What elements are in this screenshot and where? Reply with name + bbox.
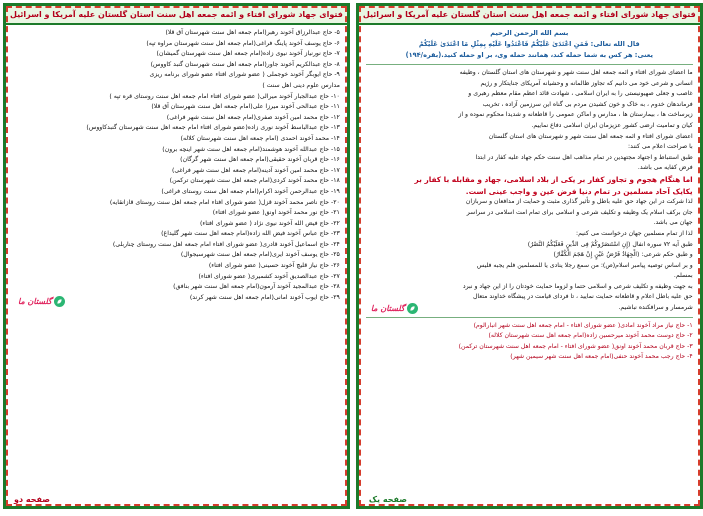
jihad-ruling <box>366 174 693 197</box>
text-line: فرماندهان خدوم ، به خاک و خون کشیدن مردم بی گناه این سرزمین آزاده ، تخریب <box>482 100 693 108</box>
signer-line: ۸- حاج عبدالکریم آخوند جاور(امام جمعه اهل سنت شهرستان گنبد کاووس) <box>150 60 340 68</box>
signer-line: ۲۴- حاج اسماعیل آخوند قادری( عضو شورای افتاء امام جمعه اهل سنت روستای چناربلی) <box>112 240 340 248</box>
divider <box>366 64 693 65</box>
text-line: و طبق حکم شرعی: (الْجِهَادُ فَرْضُ عَیْنٍ إِنْ هَجَمَ الْکُفَّارُ) <box>553 251 693 259</box>
signer-line: ۱۲- حاج محمد امین آخوند صفری(امام جمعه اهل سنت شهر فراغی) <box>166 113 340 121</box>
signer-line: ۱۱- حاج عبدالحی آخوند میرزا علی(امام جمعه اهل سنت شهرستان آق قلا) <box>151 103 340 111</box>
signer-line: ۱۷- حاج محمد امین آخوند آدینه(امام جمعه اهل سنت شهر فراغی) <box>172 166 340 174</box>
text-line: جهان می باشد. <box>653 219 693 227</box>
page-two-label: صفحه دو <box>14 495 50 504</box>
text-line: اعضای شورای افتاء و ائمه جمعه اهل سنت شهر و شهرستان های استان گلستان <box>488 132 693 140</box>
text-line: زیرساخت ها ، بیمارستان ها ، مدارس و اماکن عمومی را قاطعانه و شدیدا محکوم نموده و از <box>458 111 693 119</box>
text-line: لذا شرکت در این جهاد حق علیه باطل و تأثیر گذاری مثبت و حمایت از مدافعان و سربازان <box>465 198 693 206</box>
page-one-title: فتوای جهاد شورای افتاء و ائمه جمعه اهل سنت استان گلستان علیه آمریکا و اسرائیل <box>359 6 700 25</box>
signer-line: ۱۶- حاج قربان آخوند حقیقی(امام جمعه اهل سنت شهر گرگان) <box>180 156 340 164</box>
ruling-line: یکایک آحاد مسلمین در تمام دنیا فرض عین و واجب عینی است. <box>465 186 693 196</box>
signer-line: مدارس علوم دینی اهل سنت ) <box>262 81 340 89</box>
text-line: غاصب و جعلی صهیونیستی را به ایران اسلامی ، شهادت قائد اعظم مقام معظم رهبری و <box>468 90 693 98</box>
watermark-logo-right <box>371 303 418 314</box>
text-line: کیان و تمامیت ارضی کشور عزیزمان ایران اسلامی دفاع نماییم. <box>531 121 693 129</box>
signer-line: ۲۳- حاج عباس آخوند فیض الله زاده(امام جمعه اهل سنت شهر گلیداغ) <box>161 230 340 238</box>
text-line: انسانی و شرعی خود می دانیم که تجاوز ظالمانه و وحشیانه آمریکای جنایتکار و رژیم <box>480 79 693 87</box>
signer-line: ۲۷- حاج عبدالصدیق آخوند کشمیری( عضو شورای افتاء) <box>198 272 340 280</box>
signer-line: ۹- حاج ایوبگر آخوند خوجملی ( عضو شورای افتاء عضو شورای برنامه ریزی <box>149 71 340 79</box>
signer-line: ۷- حاج نورنیاز آخوند نیوی زاده(امام جمعه اهل سنت شهرستان گمیشان) <box>156 50 340 58</box>
text-line: با صراحت اعلام می کنند: <box>628 143 693 151</box>
signer-line: ۲۸- حاج عبدالمجید آخوند آرمون(امام جمعه اهل سنت شهر بنافق) <box>173 283 340 291</box>
quran-verse: قال الله تعالی: فَمَنِ اعْتَدَیٰ عَلَیْکُمْ فَاعْتَدُوا عَلَیْهِ بِمِثْلِ مَا اعْتَدَیٰ عَلَیْکُمْ <box>418 40 640 48</box>
text-line: شرمسار و سرافکنده نباشیم. <box>618 304 693 312</box>
text-line: طبق آیه ۷۲ سوره انفال (إِنِ اسْتَنصَرُوکُمْ فِی الدِّینِ فَعَلَیْکُمُ النَّصْرُ) <box>527 240 693 248</box>
signer-line: ۱۵- حاج عبدالله آخوند هوشمند(امام جمعه اهل سنت شهر اینچه برون) <box>162 145 340 153</box>
text-line: بمسلم. <box>673 272 693 280</box>
text-line: لذا از تمام مسلمین جهان درخواست می کنیم: <box>576 229 693 237</box>
signer-line: ۲۱- حاج نور محمد آخوند اونق( عضو شورای افتاء) <box>212 209 340 217</box>
text-line: به جهت وظیفه و تکلیف شرعی و اسلامی حتما و لزوما حمایت خودتان را از این جهاد و نبرد <box>462 282 693 290</box>
verse-translation: یعنی: هر کس به شما حمله کند، همانند حمله وی، بر او حمله کنید.(بقره/۱۹۴) <box>405 51 654 59</box>
text-line: حق علیه باطل اعلام و قاطعانه حمایت نمایید ، تا فردای قیامت در پیشگاه خداوند متعال <box>472 293 693 301</box>
leaf-icon <box>407 303 418 314</box>
page-one-panel <box>356 3 703 509</box>
text-line: طبق استنباط و اجتهاد مجتهدین در تمام مذاهب اهل سنت حکم جهاد علیه کفار در ابتدا <box>475 153 693 161</box>
signer-line: ۲- حاج دوست محمد آخوند میرحسین زاده(امام جمعه اهل سنت شهرستان کلاله) <box>488 332 693 340</box>
duty-paragraph <box>366 197 693 229</box>
signer-line: ۱- حاج نیاز مراد آخوند امادی( عضو شورای افتاء - امام جمعه اهل سنت شهر انبارالوم) <box>473 321 693 329</box>
logo-text: گلستان ما <box>18 297 52 306</box>
request-paragraph <box>366 229 693 314</box>
leaf-icon <box>54 296 65 307</box>
signer-line: ۳- حاج قربان محمد آخوند اونق( عضو شورای افتاء - امام جمعه اهل سنت شهرستان ترکمن) <box>458 342 693 350</box>
signer-line: ۱۰- حاج عبدالجبار آخوند میرالی( عضو شورای افتاء امام جمعه اهل سنت روستای قره تپه ) <box>109 92 340 100</box>
page-two-title: فتوای جهاد شورای افتاء و ائمه جمعه اهل سنت استان گلستان علیه آمریکا و اسرائیل <box>6 6 347 25</box>
text-line: ما اعضای شورای افتاء و ائمه جمعه اهل سنت شهر و شهرستان های استان گلستان ، وظیفه <box>459 69 693 76</box>
signer-line: ۲۵- حاج یوسف آخوند ایری(امام جمعه اهل سنت شهرسیجوال) <box>180 251 340 259</box>
signer-line: ۲۰- حاج ناصر محمد آخوند قزل( عضو شورای افتاء امام جمعه اهل سنت روستای قازانقایه) <box>109 198 340 206</box>
divider <box>366 317 693 318</box>
text-line: و بر اساس توصیه پیامبر اسلام(ص): من سمع رجلا ینادی یا للمسلمین فلم یجبه فلیس <box>476 261 693 269</box>
signer-line: ۲۲- حاج فیض الله آخوند نیوی نژاد ( عضو شورای افتاء) <box>199 219 340 227</box>
logo-text: گلستان ما <box>370 304 405 313</box>
declaration-paragraph <box>366 132 693 174</box>
text-line: جان برکف اسلام یک وظیفه و تکلیف شرعی و اسلامی برای تمام امت اسلامی در سراسر <box>466 208 693 216</box>
signer-line: ۶- حاج یوسف آخوند پاینگ فراغی(امام جمعه اهل سنت شهرستان مراوه تپه) <box>146 39 340 47</box>
signer-line: ۱۳- حاج عبدالباسط آخوند نوری زاده(عضو شورای افتاء امام جمعه اهل سنت شهرستان گنبدکاووس) <box>86 124 340 132</box>
signer-line: ۱۸- حاج محمد آخوند کردی(امام جمعه اهل سنت شهرستان ترکمن) <box>169 177 340 185</box>
signer-line: ۲۶- حاج نیاز قلیچ آخوند حسینی( عضو شورای افتاء) <box>208 262 340 270</box>
signer-line: ۴- حاج رجب محمد آخوند حنفی(امام جمعه اهل سنت شهر سیمین شهر) <box>510 353 693 361</box>
statement-paragraph <box>366 68 693 132</box>
signer-line: ۱۹- حاج عبدالرحمن آخوند اکرام(امام جمعه اهل سنت روستای فراغی) <box>161 187 340 195</box>
signer-line: ۱۴- محمد آخوند احمدی (امام جمعه اهل سنت شهرستان کلاله) <box>180 134 340 142</box>
text-line: فرض کفایه می باشد. <box>637 164 693 172</box>
bismillah: بسم الله الرحمن الرحیم <box>490 29 569 37</box>
signer-line: ۵- حاج عبدالرزاق آخوند رهبر(امام جمعه اهل سنت شهرستان آق قلا) <box>165 29 340 36</box>
watermark-logo-left <box>18 296 65 307</box>
ruling-line: اما هنگام هجوم و تجاوز کفار بر یکی از بلاد اسلامی، جهاد و مقابله با کفار بر <box>414 174 693 184</box>
page-two-panel <box>3 3 350 509</box>
page-one-label: صفحه یک <box>368 495 407 504</box>
signers-list <box>366 321 693 363</box>
page-two-body <box>6 25 347 303</box>
signer-line: ۲۹- حاج ایوب آخوند امانی(امام جمعه اهل سنت شهر کرند) <box>189 293 340 301</box>
